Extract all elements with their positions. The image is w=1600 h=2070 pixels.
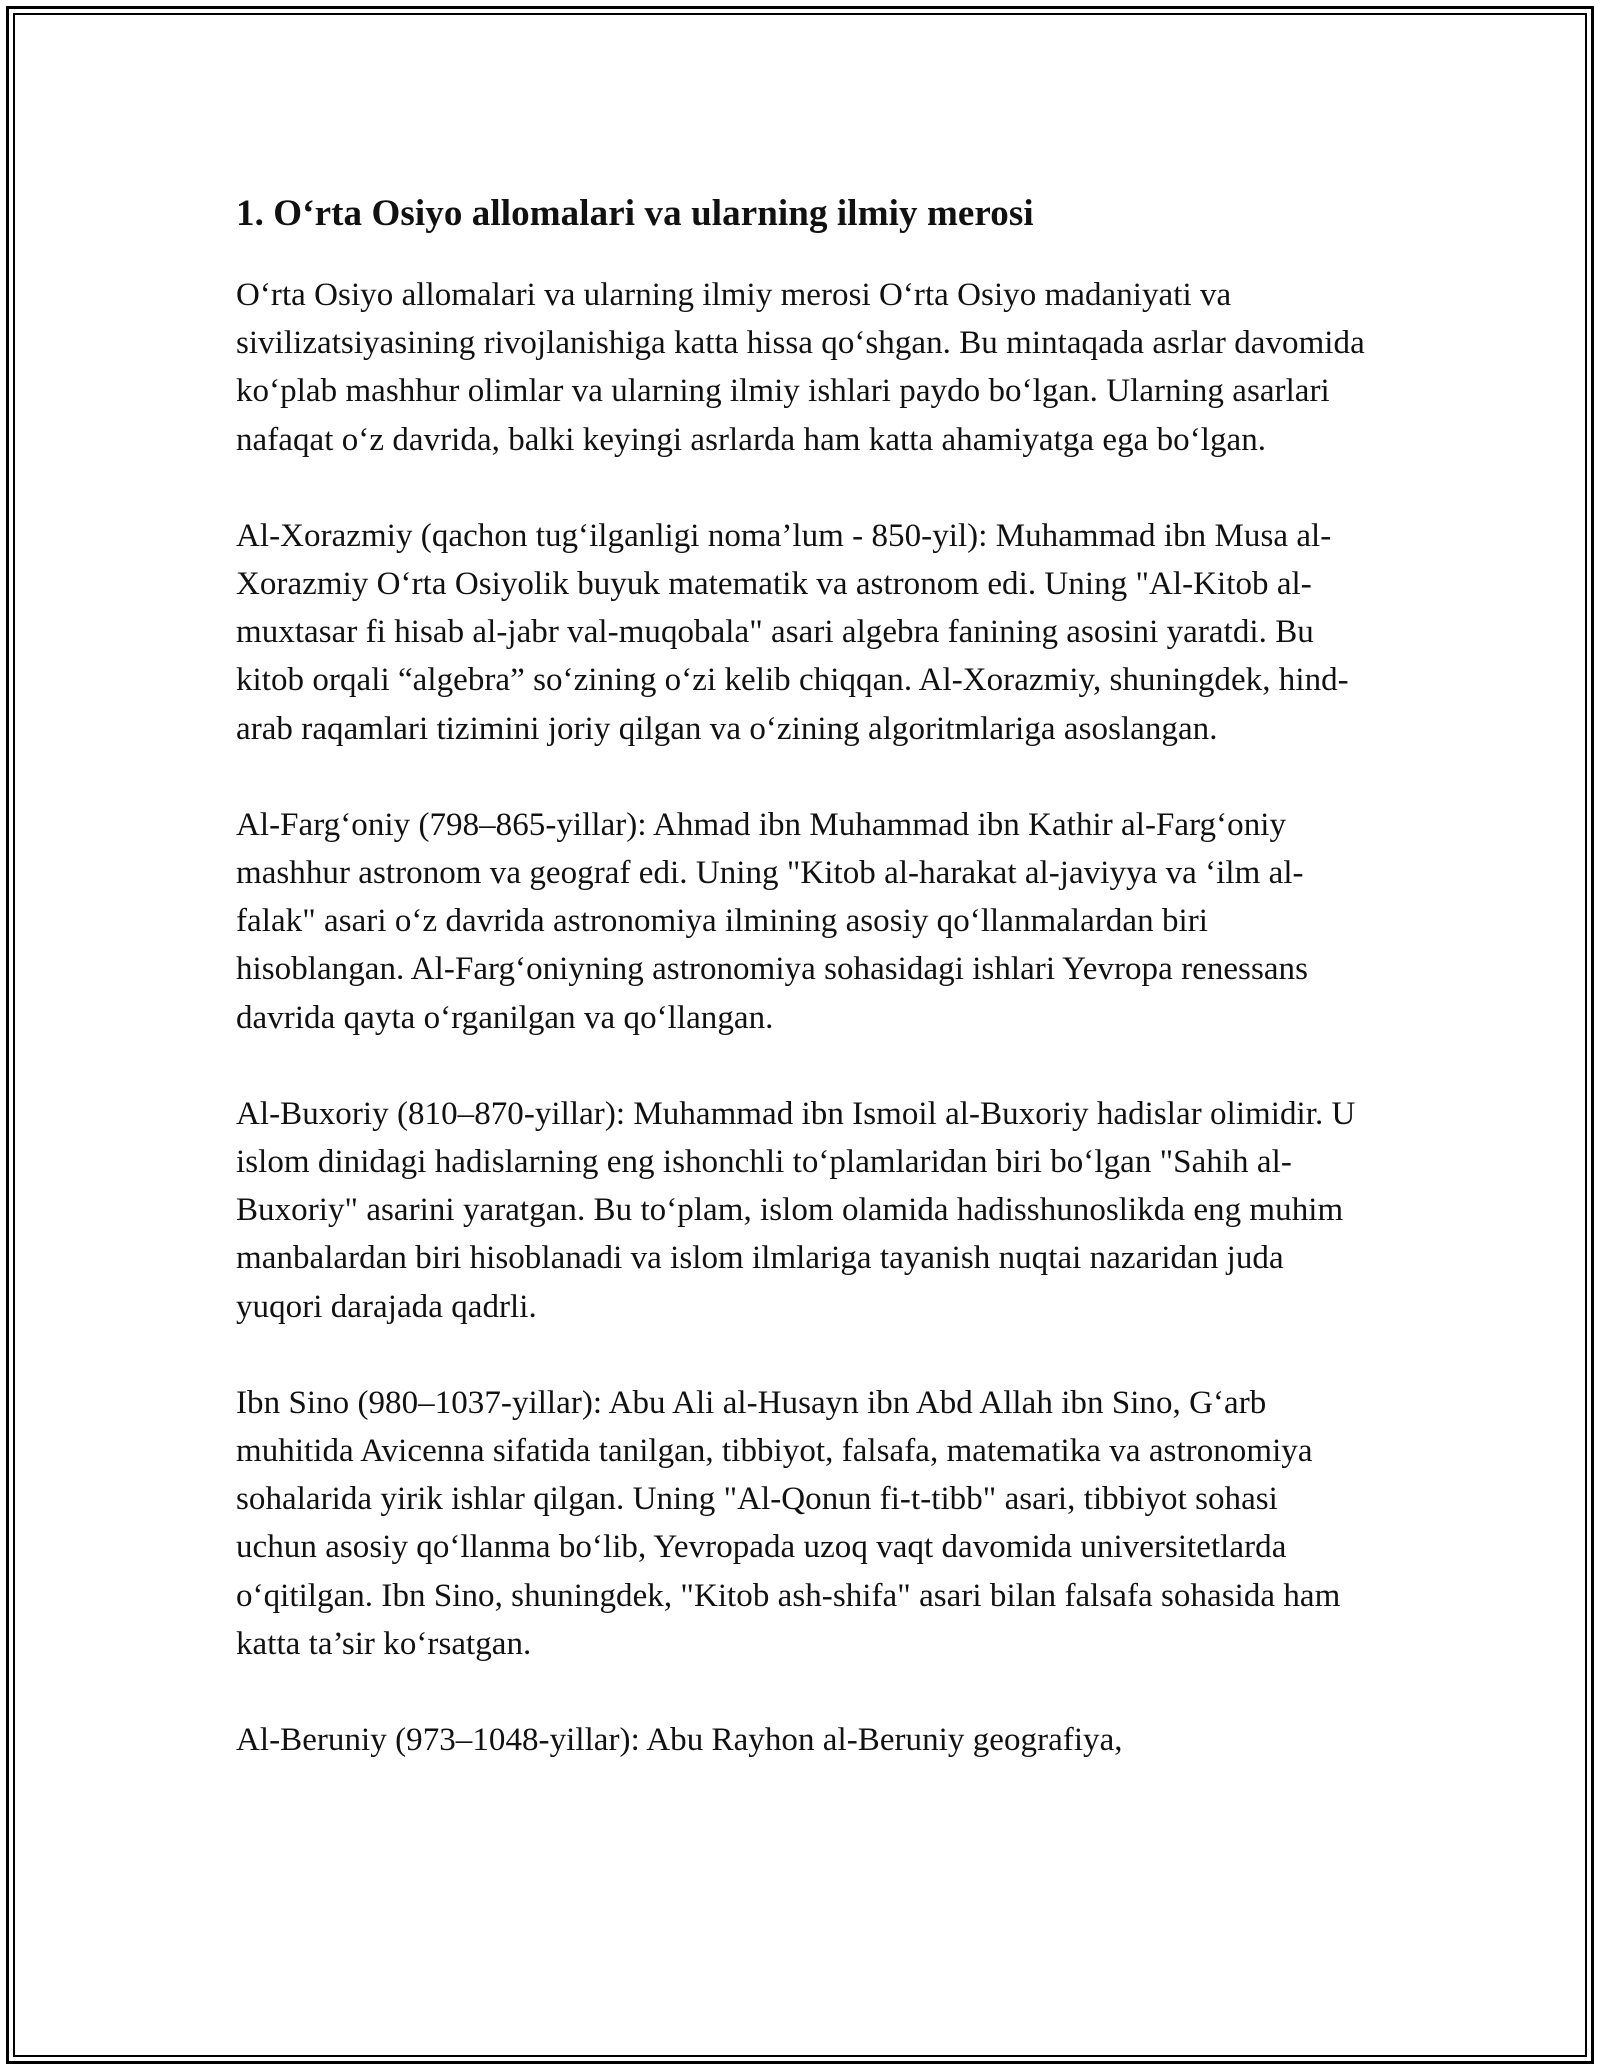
- section-heading: 1. O‘rta Osiyo allomalari va ularning ilmiy merosi: [236, 193, 1034, 234]
- paragraph-al-buxoriy: Al-Buxoriy (810–870-yillar): Muhammad ibn Ismoil al-Buxoriy hadislar olimidir. U islom dinidagi hadislarning eng ishonchli to‘plamlaridan biri bo‘lgan "Sahih al-Buxoriy" asarini yaratgan. Bu to‘plam, islom olamida hadisshunoslikda eng muhim manbalardan biri hisoblanadi va islom ilmlariga tayanish nuqtai nazaridan juda yuqori darajada qadrli.: [236, 1095, 1356, 1325]
- paragraph-al-beruniy: Al-Beruniy (973–1048-yillar): Abu Rayhon al-Beruniy geografiya,: [236, 1722, 1123, 1759]
- paragraph-al-xorazmiy: Al-Xorazmiy (qachon tug‘ilganligi noma’lum - 850-yil): Muhammad ibn Musa al-Xorazmiy O‘rta Osiyolik buyuk matematik va astronom edi. Uning "Al-Kitob al-muxtasar fi hisab al-jabr val-muqobala" asari algebra fanining asosini yaratdi. Bu kitob orqali “algebra” so‘zining o‘zi kelib chiqqan. Al-Xorazmiy, shuningdek, hind-arab raqamlari tizimini joriy qilgan va o‘zining algoritmlariga asoslangan.: [236, 517, 1349, 747]
- paragraph-intro: O‘rta Osiyo allomalari va ularning ilmiy merosi O‘rta Osiyo madaniyati va sivilizatsiyasining rivojlanishiga katta hissa qo‘shgan. Bu mintaqada asrlar davomida ko‘plab mashhur olimlar va ularning ilmiy ishlari paydo bo‘lgan. Ularning asarlari nafaqat o‘z davrida, balki keyingi asrlarda ham katta ahamiyatga ega bo‘lgan.: [236, 277, 1365, 458]
- document-body: [236, 186, 1366, 1812]
- paragraph-ibn-sino: Ibn Sino (980–1037-yillar): Abu Ali al-Husayn ibn Abd Allah ibn Sino, G‘arb muhitida Avicenna sifatida tanilgan, tibbiyot, falsafa, matematika va astronomiya sohalarida yirik ishlar qilgan. Uning "Al-Qonun fi-t-tibb" asari, tibbiyot sohasi uchun asosiy qo‘llanma bo‘lib, Yevropada uzoq vaqt davomida universitetlarda o‘qitilgan. Ibn Sino, shuningdek, "Kitob ash-shifa" asari bilan falsafa sohasida ham katta ta’sir ko‘rsatgan.: [236, 1384, 1341, 1662]
- paragraph-al-fargoniy: Al-Farg‘oniy (798–865-yillar): Ahmad ibn Muhammad ibn Kathir al-Farg‘oniy mashhur astronom va geograf edi. Uning "Kitob al-harakat al-javiyya va ‘ilm al-falak" asari o‘z davrida astronomiya ilmining asosiy qo‘llanmalardan biri hisoblangan. Al-Farg‘oniyning astronomiya sohasidagi ishlari Yevropa renessans davrida qayta o‘rganilgan va qo‘llangan.: [236, 806, 1308, 1036]
